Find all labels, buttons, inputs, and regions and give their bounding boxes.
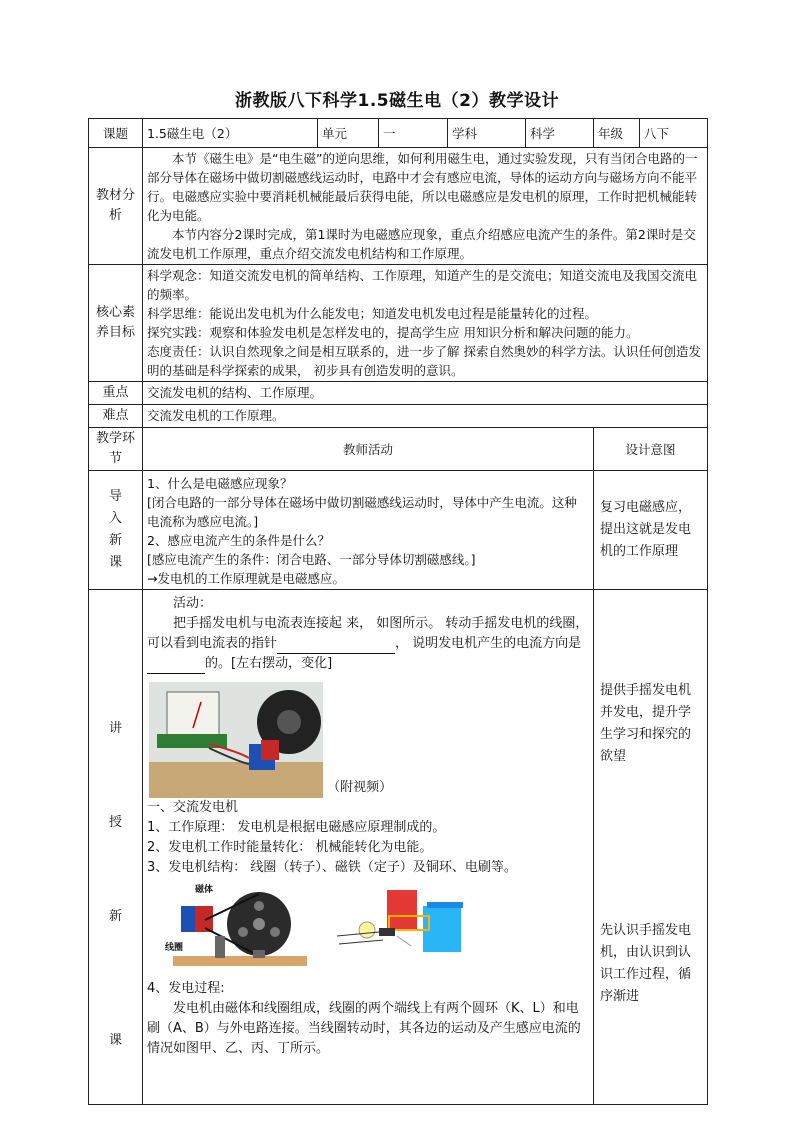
stage-char: 课 [108,1033,122,1048]
answer-blank-2[interactable] [147,673,205,674]
process-text: 发电机由磁体和线圈组成，线圈的两个端线上有两个圆环（K、L）和电刷（A、B）与外电路连接。当线圈转动时，其各边的运动及产生感应电流的情况如图甲、乙、丙、丁所示。 [147,1001,581,1056]
intro-row [89,471,708,590]
literacy-item: 科学思维：能说出发电机为什么能发电；知道发电机发电过程是能量转化的过程。 [147,306,598,321]
header-row [89,119,708,148]
literacy-item: 探究实践：观察和体验发电机是怎样发电的，提高学生应 用知识分析和解决问题的能力。 [147,325,639,340]
hand-generator-photo [149,682,323,798]
stage-char: 新 [108,533,122,548]
analysis-paragraph-1: 本节《磁生电》是“电生磁”的逆向思维，如何利用磁生电，通过实验发现，只有当闭合电路的一部分导体在磁场中做切割磁感线运动时，电路中才会有感应电流，导体的运动方向与磁场方向不能平行。电磁感应实验中要消耗机械能最后获得电能，所以电磁感应是发电机的原理，工作时把机械能转化为电能。 [147,151,698,223]
literacy-content [143,265,708,382]
lesson-stage [89,590,143,1105]
lesson-intent-1: 提供手摇发电机并发电，提升学生学习和探究的欲望 [600,683,692,764]
difficult-label: 难点 [89,405,143,428]
analysis-content [143,148,708,265]
lesson-intent-2: 先认识手摇发电机，由认识到认识工作过程，循序渐进 [600,923,692,1004]
magnet-label: 磁体 [195,885,214,895]
intro-conclusion: →发电机的工作原理就是电磁感应。 [147,571,345,586]
page-title: 浙教版八下科学1.5磁生电（2）教学设计 [235,91,559,111]
stage-char: 新 [108,909,122,924]
topic-value: 1.5磁生电（2） [143,119,318,148]
stage-char: 课 [108,555,122,570]
literacy-item: 科学观念：知道交流发电机的简单结构、工作原理，知道产生的是交流电；知道交流电及我国交流电的频率。 [147,268,698,302]
lesson-item: 1、工作原理： 发电机是根据电磁感应原理制成的。 [147,820,446,835]
intro-question-2: 2、感应电流产生的条件是什么？ [147,533,330,548]
unit-label: 单元 [318,119,379,148]
lesson-content [143,590,594,1105]
column-teacher: 教师活动 [143,428,594,471]
intro-answer-1: [闭合电路的一部分导体在磁场中做切割磁感线运动时，导体中产生电流。这种电流称为感应电流。] [147,495,577,529]
lesson-item: 3、发电机结构： 线圈（转子）、磁铁（定子）及铜环、电刷等。 [147,860,517,875]
answer-blank-1[interactable] [277,653,395,654]
coil-label: 线圈 [165,943,184,953]
section-title: 一、交流发电机 [147,800,239,815]
literacy-row [89,265,708,382]
stage-char: 授 [108,815,122,830]
grade-value: 八下 [640,119,708,148]
intro-stage [89,471,143,590]
difficult-row [89,405,708,428]
topic-label: 课题 [89,119,143,148]
unit-value: 一 [379,119,448,148]
lesson-intent [594,590,708,1105]
lesson-item: 4、发电过程: [147,981,225,996]
column-intent: 设计意图 [594,428,708,471]
stage-char: 导 [108,489,122,504]
difficult-value: 交流发电机的工作原理。 [143,405,708,428]
stage-char: 讲 [108,721,122,736]
key-row [89,382,708,405]
intro-content [143,471,594,590]
generator-labeled-figure [165,880,315,972]
activity-text-b: ， 说明发电机产生的电流方向是 [395,636,582,651]
lesson-plan-table [88,118,708,1105]
lesson-item: 2、发电机工作时能量转化： 机械能转化为电能。 [147,840,433,855]
stage-char: 入 [108,511,122,526]
analysis-paragraph-2: 本节内容分2课时完成，第1课时为电磁感应现象，重点介绍感应电流产生的条件。第2课时是交流发电机工作原理，重点介绍交流发电机结构和工作原理。 [147,227,696,261]
intro-question-1: 1、什么是电磁感应现象？ [147,476,293,491]
analysis-label: 教材分析 [89,148,143,265]
column-stage: 教学环节 [89,428,143,471]
subject-label: 学科 [448,119,526,148]
activity-text-c: 的。[左右摆动，变化] [205,656,333,671]
lesson-row [89,590,708,1105]
activity-text [147,614,589,674]
columns-row [89,428,708,471]
analysis-row [89,148,708,265]
generator-structure-diagram [327,880,477,972]
video-note: （附视频） [327,780,393,795]
key-value: 交流发电机的结构、工作原理。 [143,382,708,405]
activity-label: 活动： [173,596,213,611]
literacy-item: 态度责任：认识自然现象之间是相互联系的，进一步了解 探索自然奥妙的科学方法。认识任何创造发明的基础是科学探索的成果， 初步具有创造发明的意识。 [147,344,701,378]
grade-label: 年级 [594,119,640,148]
intro-answer-2: [感应电流产生的条件：闭合电路、一部分导体切割磁感线。] [147,552,476,567]
subject-value: 科学 [526,119,594,148]
literacy-label: 核心素养目标 [89,265,143,382]
intro-intent: 复习电磁感应，提出这就是发电机的工作原理 [594,471,708,590]
activity-text-a: 把手摇发电机与电流表连接起 来， 如图所示。 转动手摇发电机的线圈，可以看到电流表的指针 [147,616,589,651]
key-label: 重点 [89,382,143,405]
